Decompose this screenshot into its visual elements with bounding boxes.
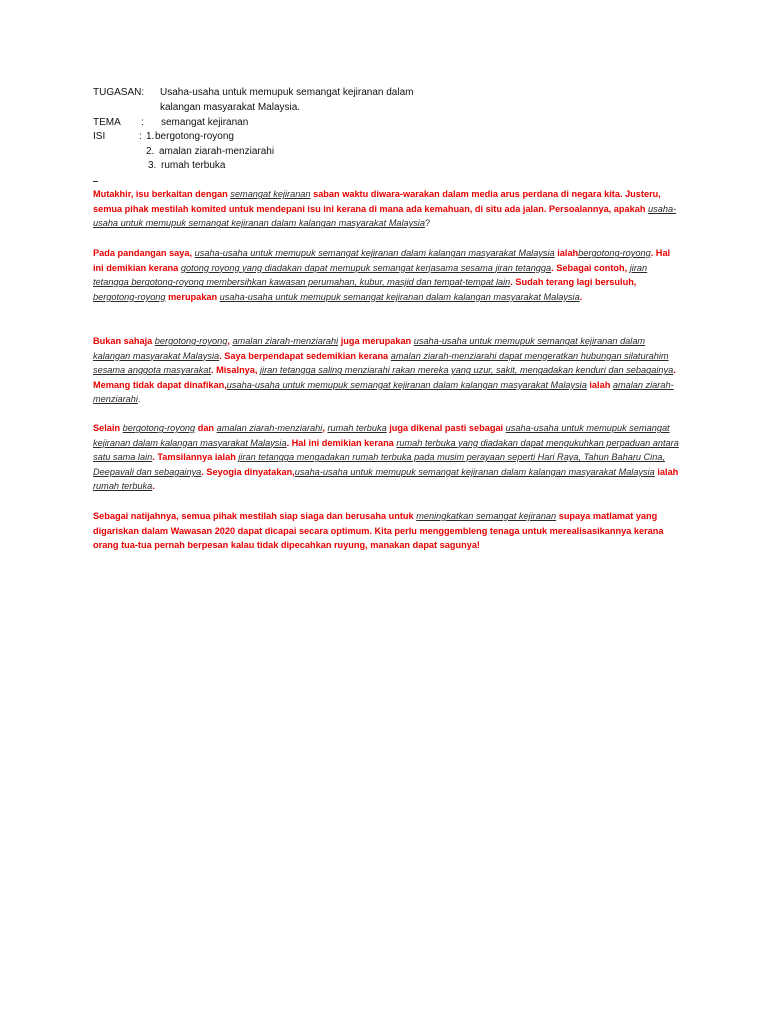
isi-label: ISI [93,131,106,142]
paragraph-text: . [579,291,583,302]
paragraph-text: ialah [654,466,679,477]
isi-row-1 [93,130,234,144]
isi-item-number: 1. [146,131,155,142]
tugasan-row [93,86,414,100]
underlined-phrase: bergotong-royong [578,248,651,258]
paragraph-text: supaya matlamat yang digariskan dalam Wawasan 2020 dapat dicapai secara optimum. Kita perlu menggembleng tenaga untuk merealisasikannya kerana orang tua-tua pernah berpesan kalau tidak dipecahkan ruyung, manakan dapat sagunya! [93,511,664,551]
underlined-phrase: jiran tetangga mengadakan rumah terbuka pada musim perayaan seperti Hari Raya, Tahun Baharu Cina, Deepavali dan sebagainya [93,452,665,477]
isi-colon: : [139,131,142,142]
paragraph-text: . Saya berpendapat sedemikian kerana [219,350,391,361]
underlined-phrase: usaha-usaha untuk memupuk semangat kejiranan dalam kalangan masyarakat Malaysia [93,203,677,229]
paragraph-text: ialah [554,248,579,258]
underlined-phrase: amalan ziarah-menziarahi [93,379,674,405]
isi-item-number: 2. [146,146,155,157]
underlined-phrase: usaha-usaha untuk memupuk semangat kejiranan dalam kalangan masyarakat Malaysia [194,248,555,258]
underlined-phrase: usaha-usaha untuk memupuk semangat kejiranan dalam kalangan masyarakat Malaysia [219,291,580,302]
underlined-phrase: meningkatkan semangat kejiranan [416,511,557,521]
paragraph-text: . Tamsilannya ialah [152,452,239,463]
tema-colon: : [141,117,144,128]
isi-item-text: bergotong-royong [155,131,234,142]
paragraph-text: Selain [93,423,123,433]
paragraph-text: saban waktu diwara-warakan dalam media arus perdana di negara kita. Justeru, semua pihak mestilah komited untuk mendepani isu ini kerana di mana ada kemahuan, di situ ada jalan. Persoalannya, apakah [93,189,661,214]
paragraph-text: Pada pandangan saya, [93,248,195,258]
paragraph-intro [93,187,683,231]
paragraph-text: . Sudah terang lagi bersuluh, [510,277,637,288]
isi-item-number: 3. [148,160,157,171]
underlined-phrase: jiran tetangga saling menziarahi rakan mereka yang uzur, sakit, mengadakan kenduri dan sebagainya [260,365,674,376]
paragraph-text: Bukan sahaja [93,336,155,346]
paragraph-text: . Sebagai contoh, [551,262,630,273]
paragraph-text: ? [424,218,431,229]
paragraph-text: juga dikenal pasti sebagai [386,423,506,433]
paragraph-text: . Hal ini demikian kerana [286,437,397,448]
underlined-phrase: gotong royong yang diadakan dapat memupuk semangat kerjasama sesama jiran tetangga [180,262,552,273]
paragraph-text: , [322,423,328,433]
underlined-phrase: usaha-usaha untuk memupuk semangat kejiranan dalam kalangan masyarakat Malaysia [226,379,587,390]
underlined-phrase: amalan ziarah-menziarahi [216,423,323,433]
paragraph-text: ialah [586,379,613,390]
paragraph-point-2 [93,334,683,407]
paragraph-text: , [227,336,233,346]
underlined-phrase: bergotong-royong [154,336,228,346]
tugasan-line-2: kalangan masyarakat Malaysia. [160,102,301,113]
tugasan-line-1: Usaha-usaha untuk memupuk semangat kejiranan dalam [160,87,414,98]
tema-label: TEMA [93,117,121,128]
underlined-phrase: rumah terbuka yang diadakan dapat mengukuhkan perpaduan antara satu sama lain [93,437,679,463]
underlined-phrase: amalan ziarah-menziarahi [232,336,339,346]
paragraph-point-3 [93,421,683,494]
isi-item-text: rumah terbuka [161,160,226,171]
underlined-phrase: usaha-usaha untuk memupuk semangat kejiranan dalam kalangan masyarakat Malaysia [294,466,655,477]
paragraph-text: . Misalnya, [210,365,261,376]
paragraph-text: . Seyogia dinyatakan, [201,466,295,477]
paragraph-text: dan [195,423,217,433]
paragraph-text: juga merupakan [338,336,414,346]
paragraph-text: Sebagai natijahnya, semua pihak mestilah siap siaga dan berusaha untuk [93,511,417,521]
paragraph-conclusion [93,509,683,553]
underlined-phrase: rumah terbuka [327,423,387,433]
isi-item-text: amalan ziarah-menziarahi [159,146,275,157]
paragraph-point-1 [93,246,683,304]
tugasan-label: TUGASAN: [93,87,145,98]
paragraph-text: Mutakhir, isu berkaitan dengan [93,189,231,199]
underlined-phrase: semangat kejiranan [230,189,311,199]
underlined-phrase: bergotong-royong [122,423,196,433]
paragraph-text: . [137,394,141,405]
underlined-phrase: jiran tetangga bergotong-royong membersihkan kawasan perumahan, kubur, masjid dan tempat-tempat lain [93,262,648,288]
text-caret [93,181,98,182]
underlined-phrase: bergotong-royong [93,291,166,302]
tema-value: semangat kejiranan [161,117,249,128]
tema-row [93,116,249,130]
paragraph-text: . Hal ini demikian kerana [93,248,671,273]
paragraph-text: merupakan [165,291,220,302]
paragraph-text: . [152,481,155,492]
underlined-phrase: usaha-usaha untuk memupuk semangat kejiranan dalam kalangan masyarakat Malaysia [93,336,646,361]
underlined-phrase: rumah terbuka [93,481,153,492]
underlined-phrase: usaha-usaha untuk memupuk semangat kejiranan dalam kalangan masyarakat Malaysia [93,423,670,448]
paragraph-text: . Memang tidak dapat dinafikan, [93,365,676,390]
underlined-phrase: amalan ziarah-menziarahi dapat mengeratkan hubungan silaturahim sesama anggota masyarakat [93,350,669,376]
